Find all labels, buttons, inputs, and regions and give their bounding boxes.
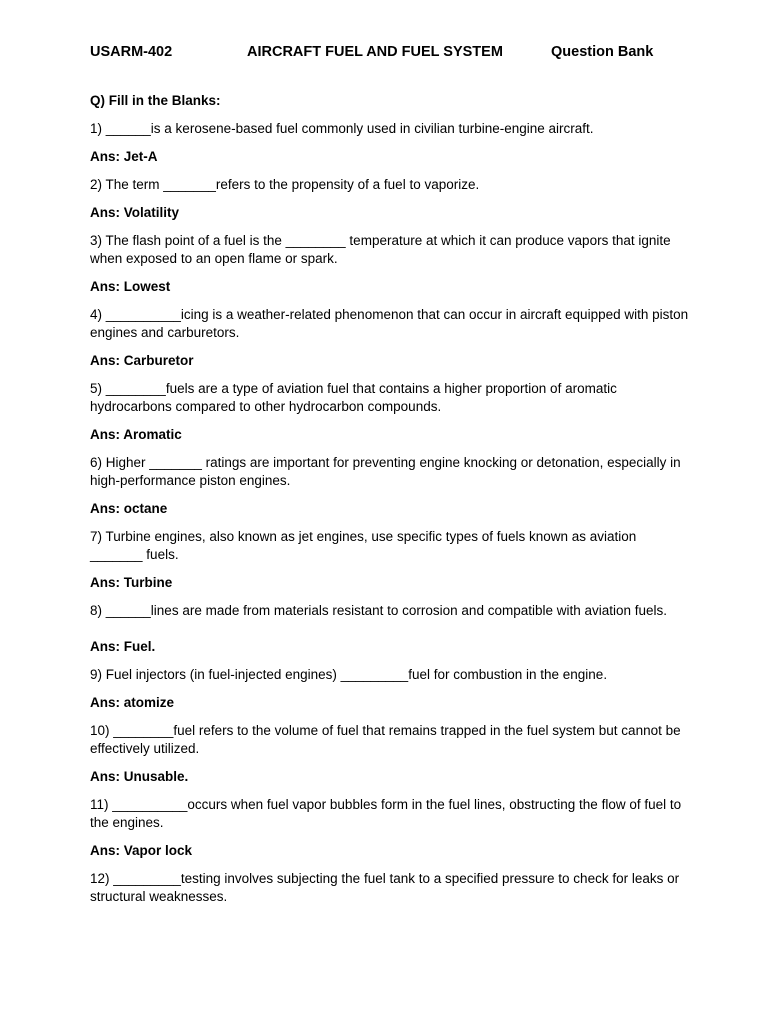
page-header [90,44,680,66]
answer-5: Ans: Aromatic [90,427,182,442]
course-code: USARM-402 [90,44,173,60]
answer-10: Ans: Unusable. [90,769,189,784]
answer-6: Ans: octane [90,501,168,516]
answer-7: Ans: Turbine [90,575,173,590]
answer-9: Ans: atomize [90,695,175,710]
answer-8: Ans: Fuel. [90,639,156,654]
question-8: 8) ______lines are made from materials resistant to corrosion and compatible with aviation fuels. [90,603,668,618]
question-4: 4) __________icing is a weather-related phenomenon that can occur in aircraft equipped with piston engines and carburetors. [90,307,689,340]
document-title: AIRCRAFT FUEL AND FUEL SYSTEM [247,44,503,60]
answer-4: Ans: Carburetor [90,353,194,368]
document-label: Question Bank [551,44,654,60]
question-3: 3) The flash point of a fuel is the ________ temperature at which it can produce vapors that ignite when exposed to an open flame or spark. [90,233,671,266]
question-7: 7) Turbine engines, also known as jet engines, use specific types of fuels known as aviation _______ fuels. [90,529,637,562]
question-6: 6) Higher _______ ratings are important for preventing engine knocking or detonation, especially in high-performance piston engines. [90,455,681,488]
question-2: 2) The term _______refers to the propensity of a fuel to vaporize. [90,177,480,192]
answer-3: Ans: Lowest [90,279,171,294]
answer-2: Ans: Volatility [90,205,180,220]
question-10: 10) ________fuel refers to the volume of fuel that remains trapped in the fuel system but cannot be effectively utilized. [90,723,681,756]
question-list [90,92,690,916]
answer-1: Ans: Jet-A [90,149,158,164]
question-5: 5) ________fuels are a type of aviation fuel that contains a higher proportion of aromatic hydrocarbons compared to other hydrocarbon compounds. [90,381,617,414]
question-1: 1) ______is a kerosene-based fuel commonly used in civilian turbine-engine aircraft. [90,121,594,136]
question-12: 12) _________testing involves subjecting the fuel tank to a specified pressure to check for leaks or structural weaknesses. [90,871,680,904]
question-9: 9) Fuel injectors (in fuel-injected engines) _________fuel for combustion in the engine. [90,667,608,682]
section-heading: Q) Fill in the Blanks: [90,93,221,108]
answer-11: Ans: Vapor lock [90,843,193,858]
question-11: 11) __________occurs when fuel vapor bubbles form in the fuel lines, obstructing the flow of fuel to the engines. [90,797,682,830]
